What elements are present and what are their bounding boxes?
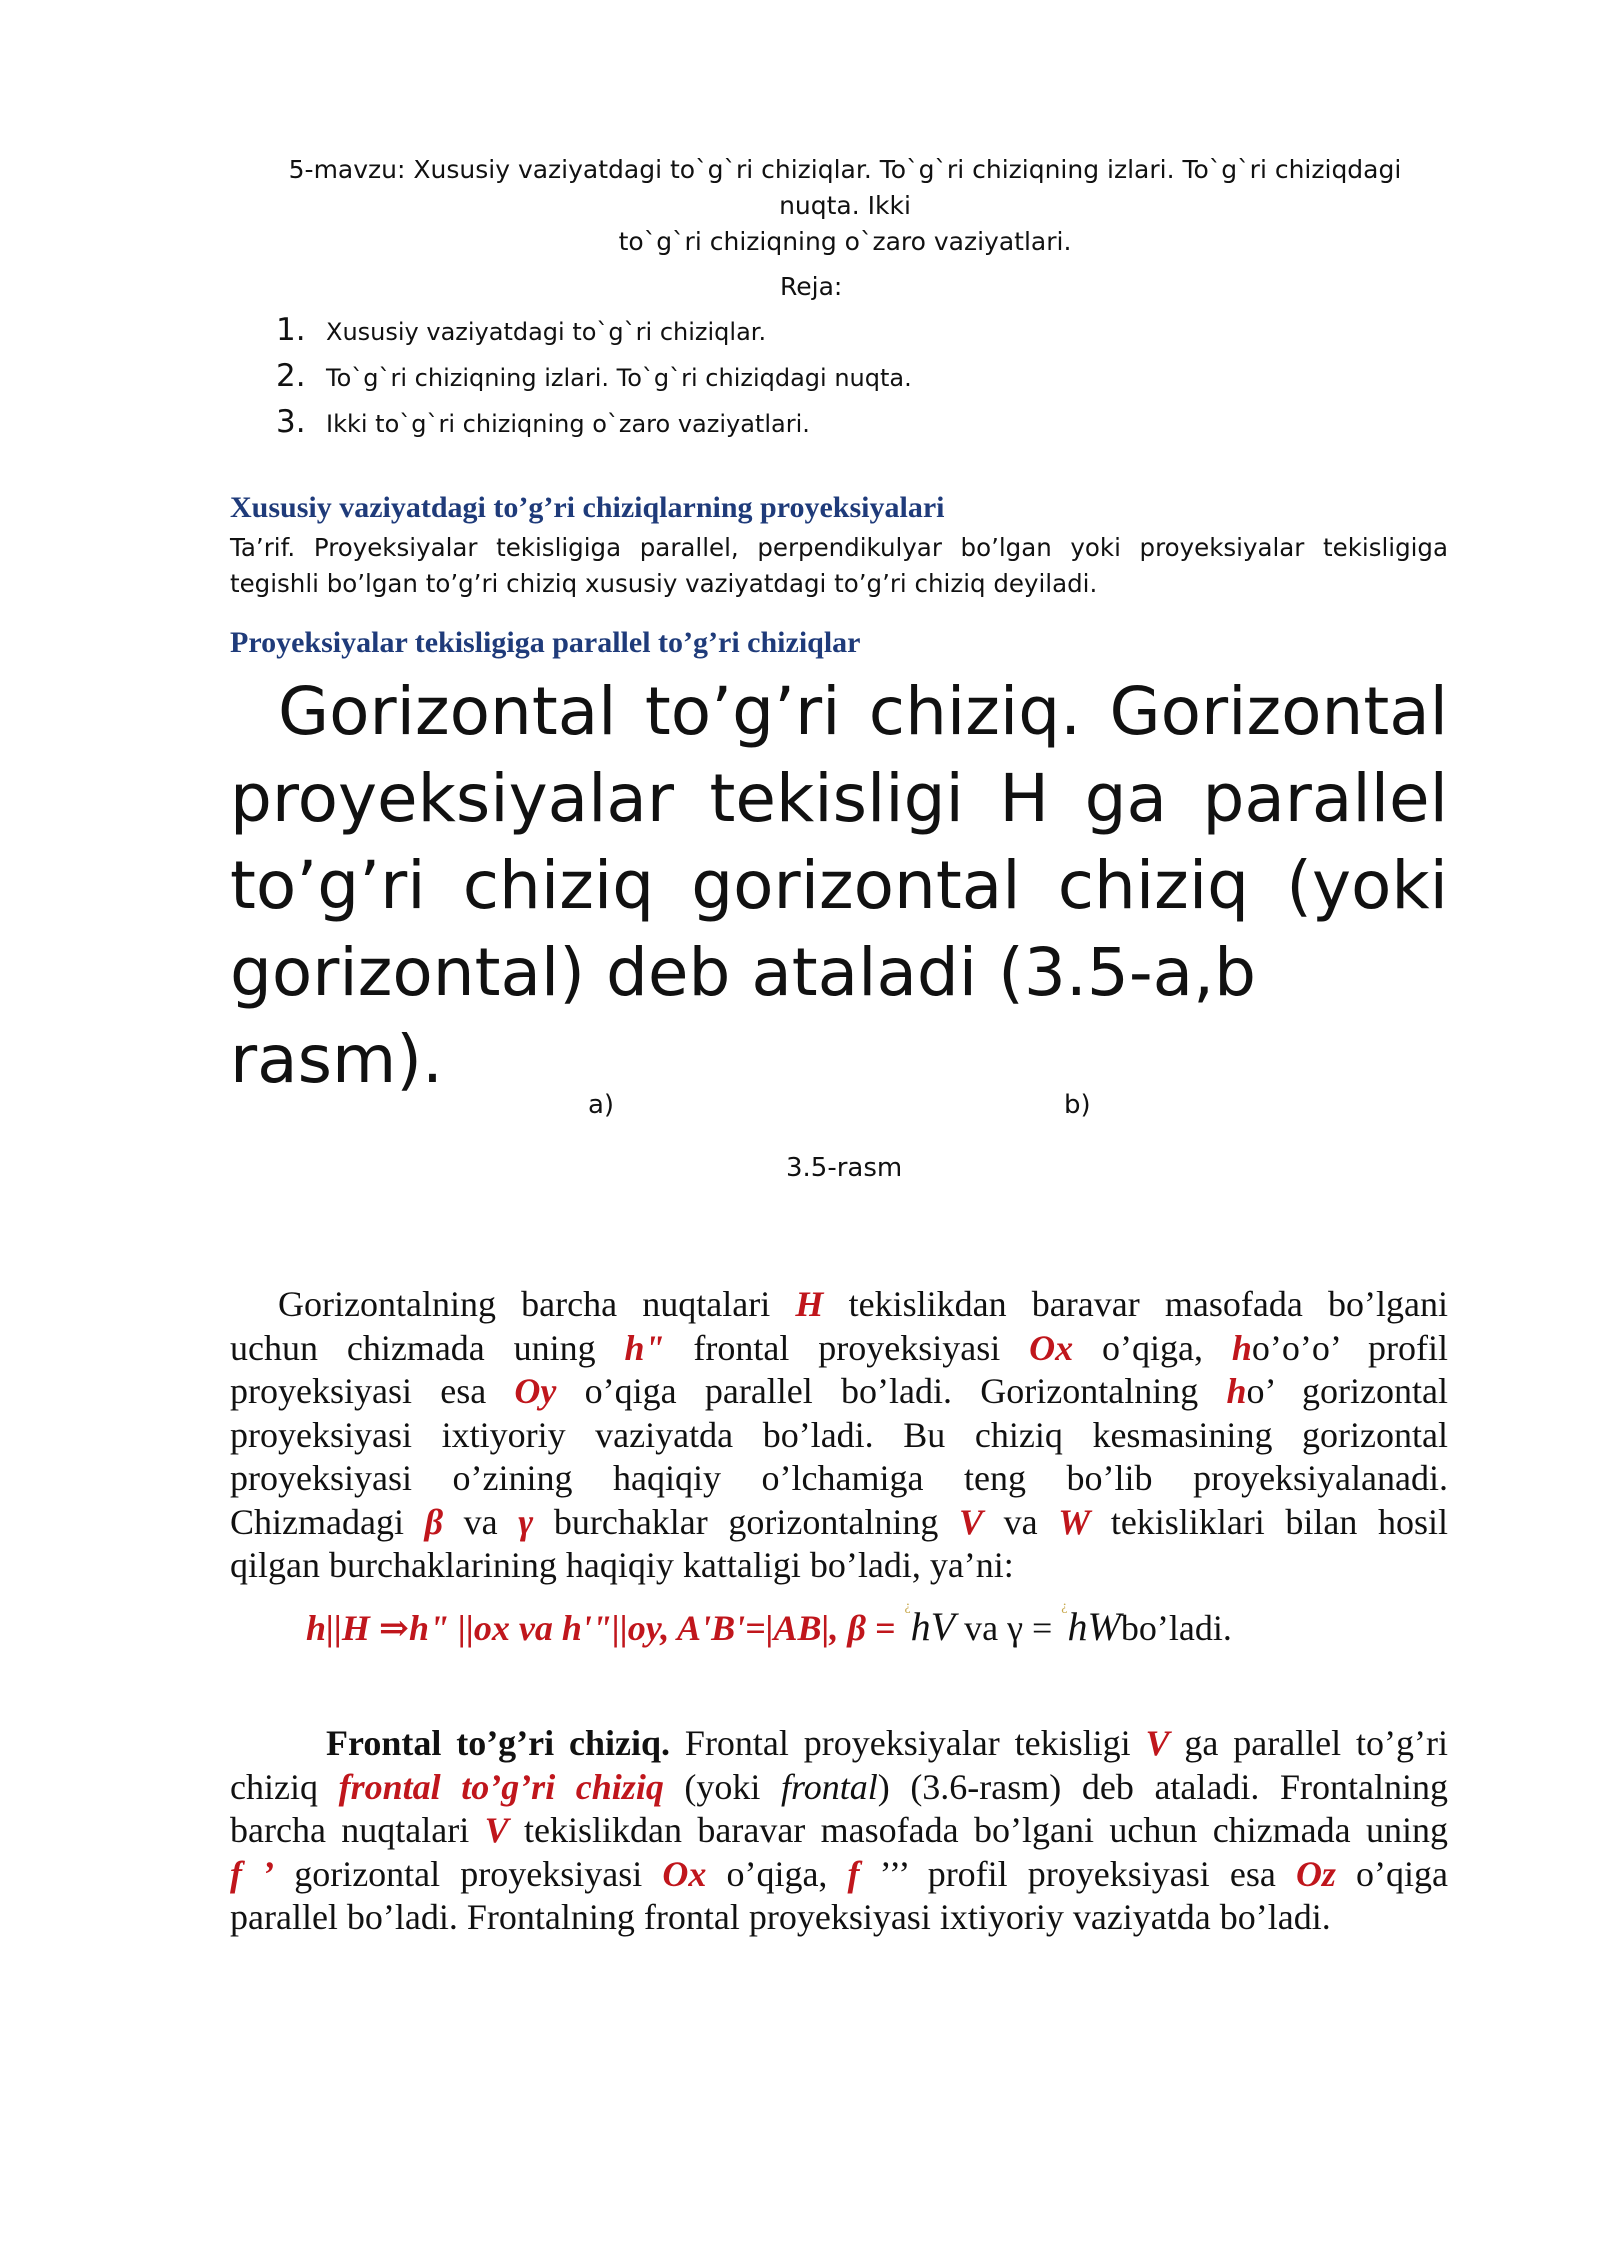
big-text-line: Gorizontal to’g’ri chiziq. Gorizontal [278, 673, 1448, 750]
definition-paragraph: Ta’rif. Proyeksiyalar tekisligiga parallel, perpendikulyar bo’lgan yoki proyeksiyalar tekisligiga tegishli bo’lgan to’g’ri chiziq xususiy vaziyatdagi to’g’ri chiziq deyiladi. [230, 533, 1448, 598]
formula-main: h||H ⇒h" ||ox va h'"||oy, A'B'=|AB|, β = [306, 1608, 905, 1648]
text-run: o’qiga [1335, 1853, 1449, 1894]
text-run: proyeksiyasi esa [230, 1371, 515, 1411]
plan-item-text: Xususiy vaziyatdagi to`g`ri chiziqlar. [326, 318, 767, 346]
frontal-heading: Frontal to’g’ri chiziq. [326, 1723, 671, 1763]
text-run: tekislikdan baravar masofada bo’lgani uchun chizmada uning [508, 1810, 1448, 1850]
symbol-h: h [1226, 1371, 1247, 1411]
topic-title [250, 152, 1440, 260]
plan-item-number: 3. [276, 404, 306, 440]
big-text-line: gorizontal) deb ataladi (3.5-a,b rasm). [230, 934, 1256, 1098]
symbol-V: V [484, 1810, 509, 1850]
symbol-gamma: γ [518, 1501, 534, 1542]
topic-title-line-2: to`g`ri chiziqning o`zaro vaziyatlari. [618, 227, 1072, 256]
symbol-h-double-prime: h" [624, 1327, 665, 1368]
figure-label-b: b) [1064, 1090, 1091, 1120]
text-run: Frontal proyeksiyalar tekisligi [670, 1723, 1146, 1763]
symbol-Ox: Ox [1029, 1327, 1074, 1368]
plan-title: Reja: [780, 272, 843, 301]
text-run: Chizmadagi [230, 1501, 425, 1542]
term-frontal-line: frontal to’g’ri chiziq [338, 1766, 664, 1807]
text-run: frontal [781, 1766, 878, 1807]
paragraph-line: proyeksiyasi ixtiyoriy vaziyatda bo’ladi. Bu chiziq kesmasining gorizontal [230, 1414, 1448, 1455]
formula-hw: hW [1067, 1604, 1121, 1649]
text-run: o’qiga parallel bo’ladi. Gorizontalning [556, 1371, 1227, 1411]
big-text-line: proyeksiyalar tekisligi H ga parallel [230, 760, 1448, 837]
section-heading-parallel-lines: Proyeksiyalar tekisligiga parallel to’g’ri chiziqlar [230, 626, 861, 659]
plan-item-text: To`g`ri chiziqning izlari. To`g`ri chiziqdagi nuqta. [326, 364, 912, 392]
paragraph-line: parallel bo’ladi. Frontalning frontal proyeksiyasi ixtiyoriy vaziyatda bo’ladi. [230, 1897, 1331, 1937]
symbol-W: W [1058, 1501, 1091, 1542]
text-run: tekislikdan baravar masofada bo’lgani [823, 1284, 1449, 1324]
figure-caption: 3.5-rasm [786, 1153, 903, 1183]
text-run: o’o’o’ profil [1251, 1327, 1449, 1368]
text-run: o’qiga, [706, 1853, 848, 1894]
text-run: o’ gorizontal [1246, 1371, 1448, 1411]
paragraph-line [230, 1853, 1448, 1897]
formula-text: bo’ladi. [1120, 1608, 1232, 1648]
horizontal-line-definition [230, 668, 1448, 1103]
text-run: (yoki [663, 1766, 782, 1807]
symbol-Oy: Oy [514, 1371, 557, 1411]
text-run: burchaklar gorizontalning [533, 1501, 959, 1542]
formula-mark: ¿ [1061, 1599, 1068, 1614]
paragraph-line [230, 1283, 1448, 1327]
parallel-formula [306, 1599, 1232, 1650]
paragraph-line [230, 1766, 1448, 1810]
symbol-Oz: Oz [1295, 1853, 1336, 1894]
plan-item-text: Ikki to`g`ri chiziqning o`zaro vaziyatlari. [326, 410, 810, 438]
paragraph-line [230, 1722, 1448, 1766]
section-heading-special-lines: Xususiy vaziyatdagi to’g’ri chiziqlarning proyeksiyalari [230, 491, 945, 524]
symbol-beta: β [424, 1501, 444, 1542]
text-run: chiziq [230, 1766, 339, 1807]
formula-mark: ¿ [904, 1599, 911, 1614]
text-run: barcha nuqtalari [230, 1810, 485, 1850]
text-run: va [443, 1501, 519, 1542]
big-text-line: to’g’ri chiziq gorizontal chiziq (yoki [230, 847, 1448, 924]
text-run: uchun chizmada uning [230, 1327, 625, 1368]
symbol-V: V [1145, 1723, 1170, 1763]
horizontal-line-paragraph [230, 1283, 1448, 1588]
formula-text: va γ = [955, 1608, 1062, 1648]
plan-item-number: 2. [276, 358, 306, 394]
text-run: gorizontal proyeksiyasi [274, 1853, 663, 1894]
text-run: ’’’ profil proyeksiyasi esa [859, 1853, 1296, 1894]
text-run: va [982, 1501, 1059, 1542]
text-run: Gorizontalning barcha nuqtalari [278, 1284, 796, 1324]
paragraph-line [230, 1327, 1448, 1371]
figure-label-a: a) [588, 1090, 615, 1120]
text-run: frontal proyeksiyasi [664, 1327, 1030, 1368]
frontal-line-paragraph [230, 1722, 1448, 1940]
topic-title-line-1: 5-mavzu: Xususiy vaziyatdagi to`g`ri chiziqlar. To`g`ri chiziqning izlari. To`g`ri chiziqdagi nuqta. Ikki [288, 155, 1402, 220]
symbol-H: H [795, 1284, 824, 1324]
paragraph-line [230, 1370, 1448, 1414]
symbol-h: h [1231, 1327, 1252, 1368]
paragraph-line [230, 1809, 1448, 1853]
paragraph-line [230, 1501, 1448, 1545]
plan-item-number: 1. [276, 312, 306, 348]
text-run: ) (3.6-rasm) deb ataladi. Frontalning [877, 1766, 1448, 1807]
symbol-Ox: Ox [662, 1853, 707, 1894]
symbol-f: f [847, 1853, 860, 1894]
symbol-V: V [958, 1501, 983, 1542]
text-run: tekisliklari bilan hosil [1090, 1501, 1449, 1542]
text-run: o’qiga, [1073, 1327, 1232, 1368]
symbol-f-prime: f ’ [230, 1853, 275, 1894]
paragraph-line: qilgan burchaklarining haqiqiy kattaligi bo’ladi, ya’ni: [230, 1545, 1014, 1585]
text-run: ga parallel to’g’ri [1169, 1723, 1449, 1763]
paragraph-line: proyeksiyasi o’zining haqiqiy o’lchamiga teng bo’lib proyeksiyalanadi. [230, 1458, 1448, 1498]
formula-hv: hV [910, 1604, 956, 1649]
